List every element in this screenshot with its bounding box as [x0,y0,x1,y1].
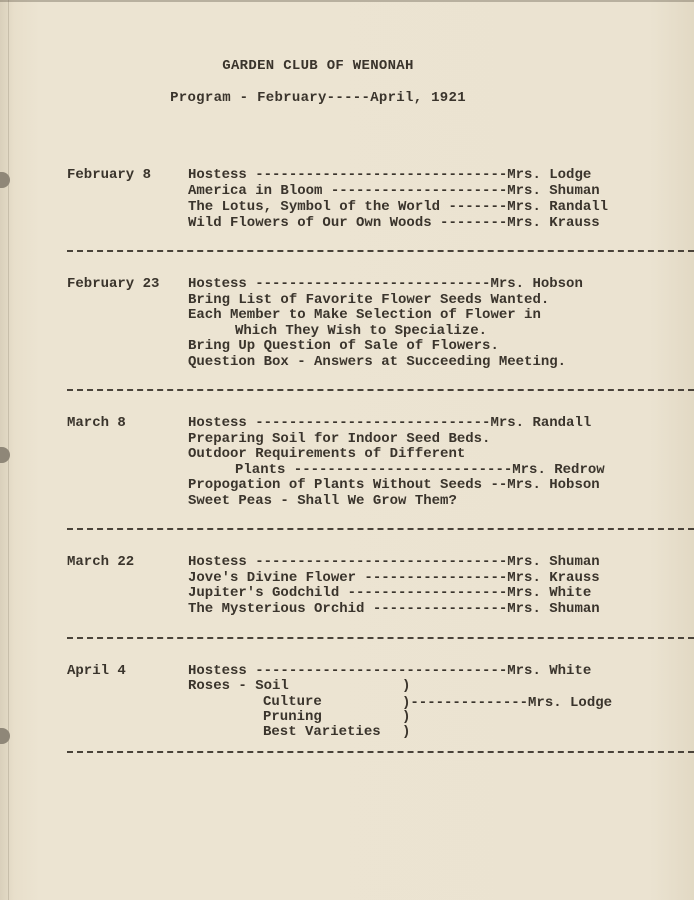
program-line: Which They Wish to Specialize. [235,323,488,339]
meeting-date: February 8 [67,167,152,183]
program-line: Hostess ------------------------------Mrs. Shuman [188,554,600,570]
dashed-divider [67,528,694,530]
program-line: Roses - Soil [188,678,289,694]
program-line: Each Member to Make Selection of Flower in [188,307,541,323]
meeting-date: March 8 [67,415,126,431]
meeting-date: February 23 [67,276,160,292]
program-line: Sweet Peas - Shall We Grow Them? [188,493,457,509]
program-line: Propogation of Plants Without Seeds --Mrs. Hobson [188,477,600,493]
program-line: Pruning [263,709,322,725]
page-title: GARDEN CLUB OF WENONAH [222,58,414,74]
dashed-divider [67,637,694,639]
dashed-divider [67,250,694,252]
program-line: Hostess ------------------------------Mrs. Lodge [188,167,592,183]
bracket-with-presenter: )--------------Mrs. Lodge [402,695,613,711]
program-line: Question Box - Answers at Succeeding Meeting. [188,354,567,370]
program-line: Jove's Divine Flower -----------------Mrs. Krauss [188,570,600,586]
meeting-date: April 4 [67,663,126,679]
dashed-divider [67,751,694,753]
program-line: Plants --------------------------Mrs. Redrow [235,462,605,478]
program-line: The Lotus, Symbol of the World -------Mrs. Randall [188,199,609,215]
bracket: ) [402,709,411,725]
page-subtitle: Program - February-----April, 1921 [170,90,466,106]
program-line: Best Varieties [263,724,381,740]
program-line: Hostess ------------------------------Mrs. White [188,663,592,679]
program-line: Bring Up Question of Sale of Flowers. [188,338,499,354]
program-line: Outdoor Requirements of Different [188,446,466,462]
program-line: Wild Flowers of Our Own Woods --------Mrs. Krauss [188,215,600,231]
bracket: ) [402,724,411,740]
program-line: Hostess ----------------------------Mrs. Hobson [188,276,583,292]
meeting-date: March 22 [67,554,135,570]
program-line: America in Bloom ---------------------Mrs. Shuman [188,183,600,199]
program-line: Bring List of Favorite Flower Seeds Wanted. [188,292,550,308]
program-line: The Mysterious Orchid ----------------Mrs. Shuman [188,601,600,617]
program-line: Hostess ----------------------------Mrs. Randall [188,415,592,431]
bracket: ) [402,678,411,694]
dashed-divider [67,389,694,391]
program-line: Jupiter's Godchild -------------------Mrs. White [188,585,592,601]
program-line: Culture [263,694,322,710]
program-line: Preparing Soil for Indoor Seed Beds. [188,431,491,447]
paper-top-edge [0,0,694,2]
